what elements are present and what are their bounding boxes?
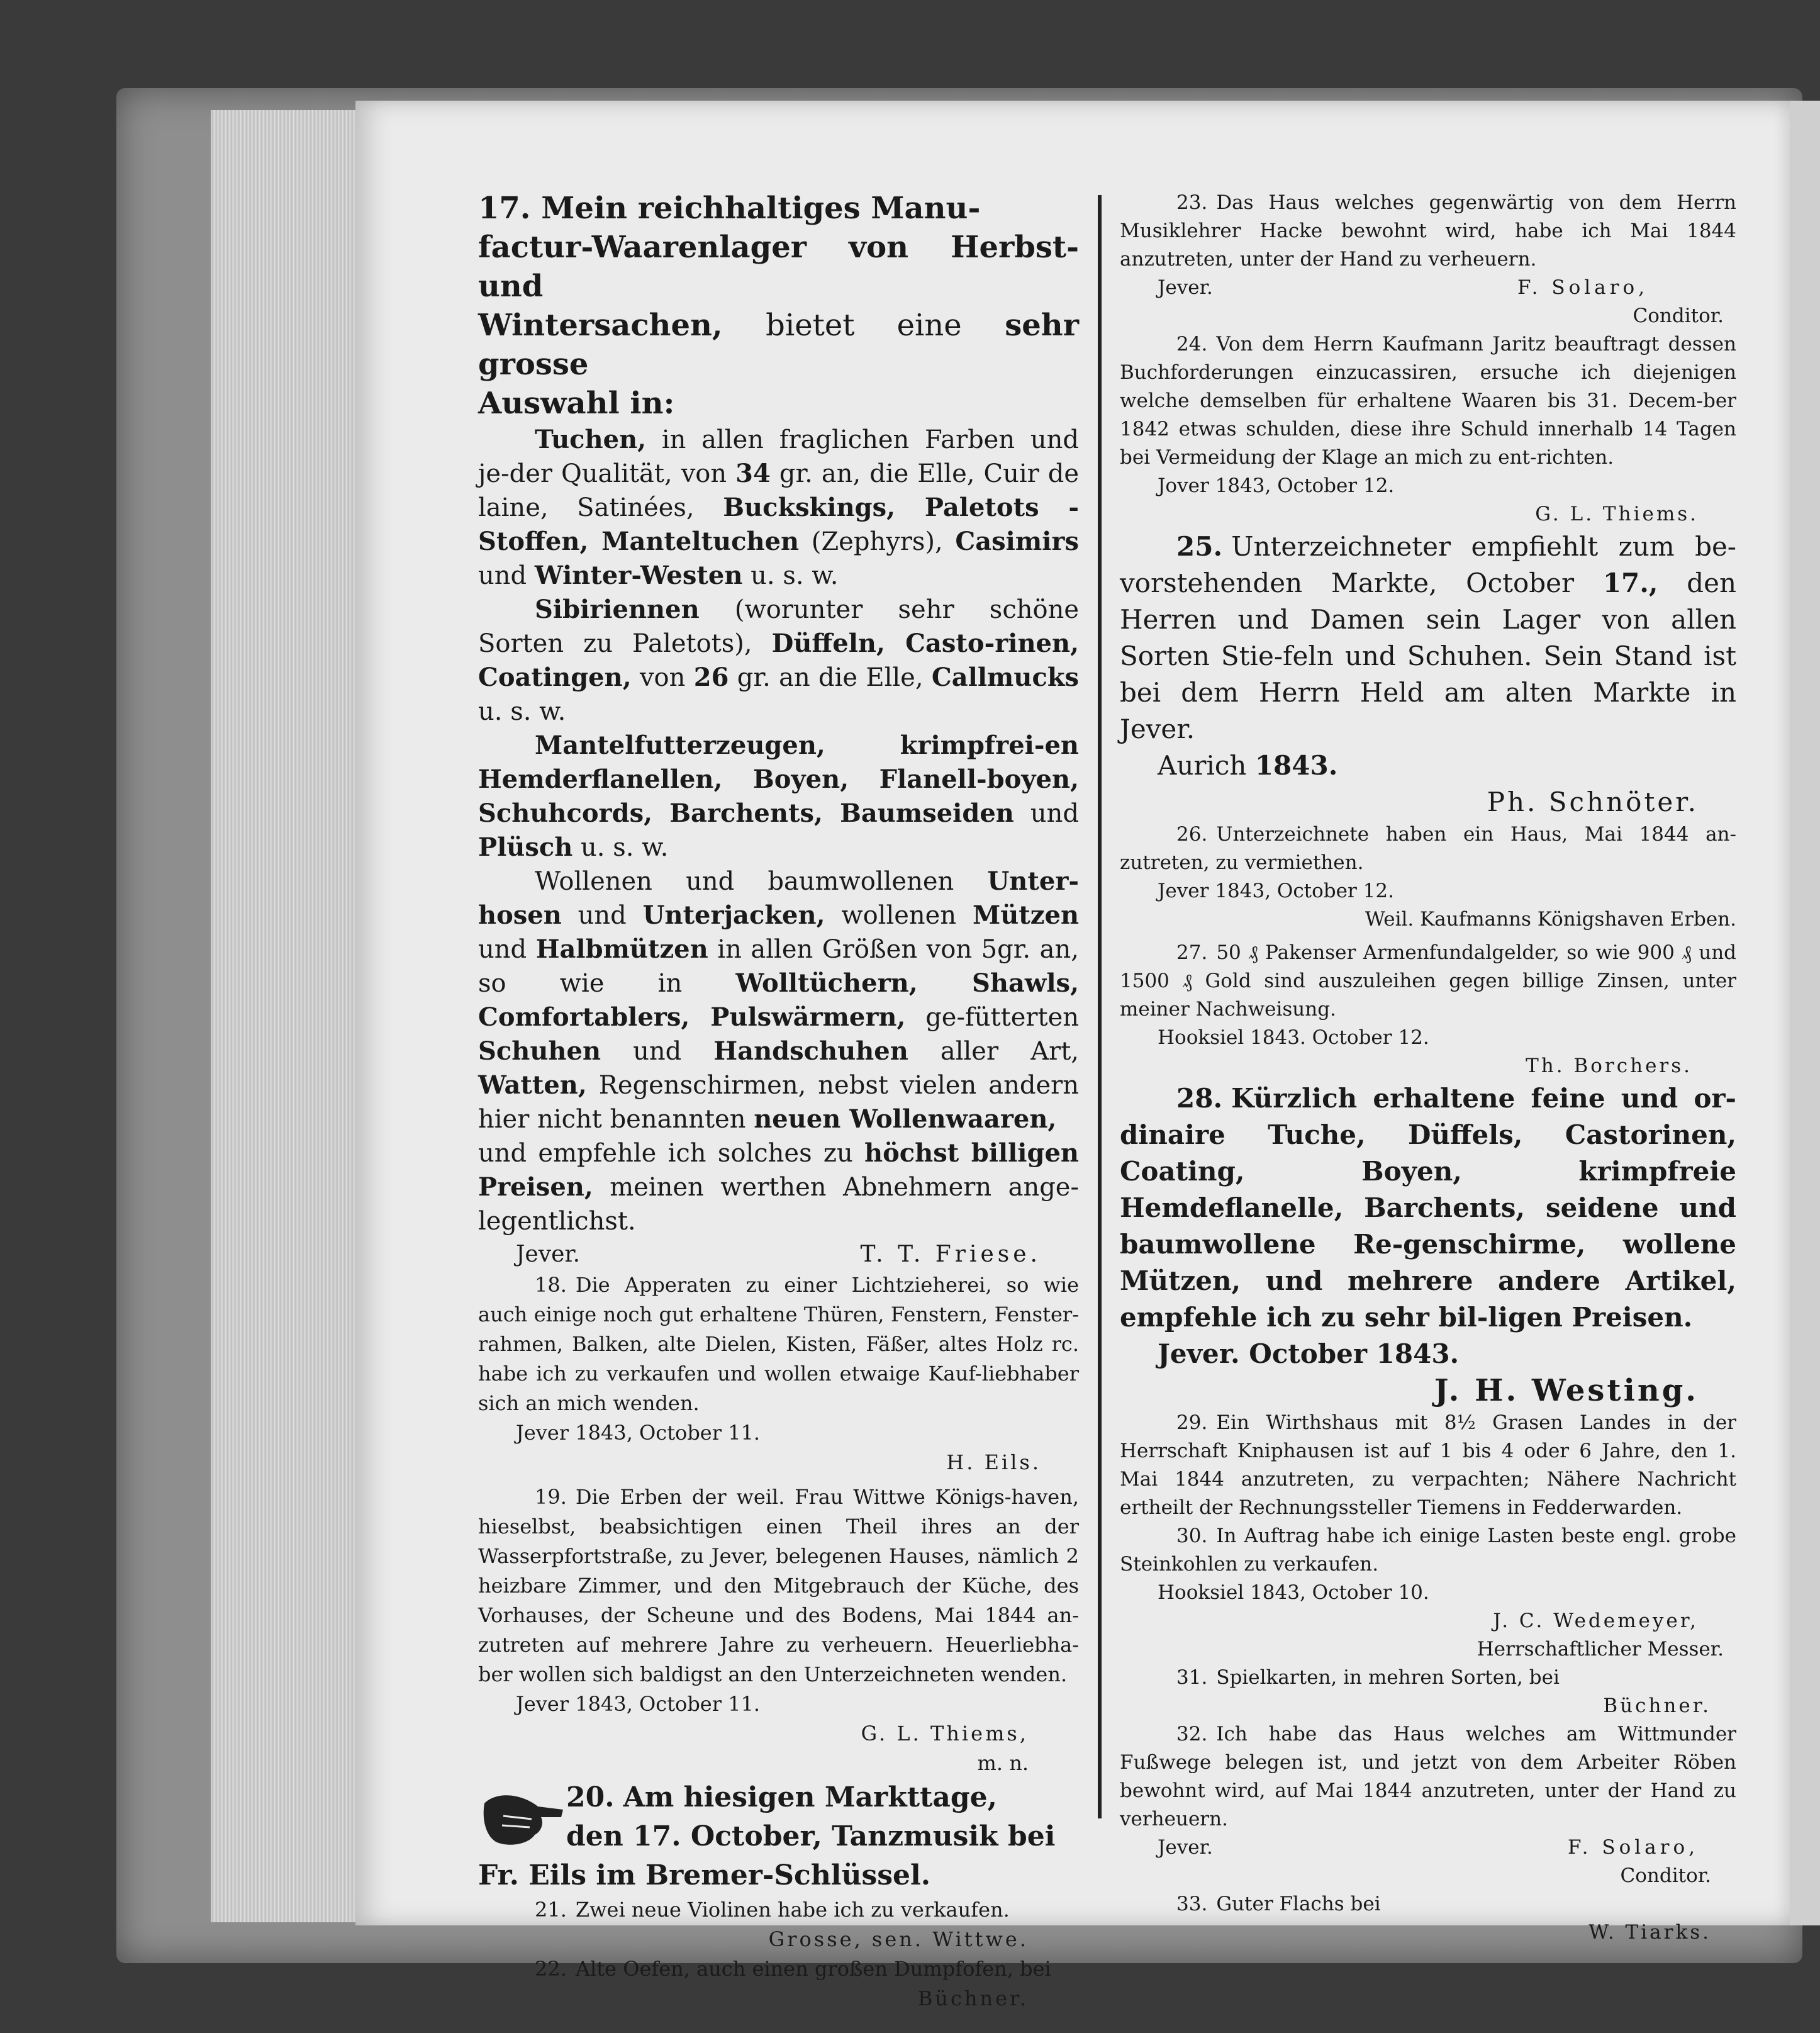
ad-32-number: 32. [1176, 1723, 1208, 1745]
ad-24-signature: G. L. Thiems. [1535, 503, 1699, 525]
ad-27-date: Hooksiel 1843. October 12. [1158, 1026, 1429, 1049]
ad-17-text: u. s. w. [581, 833, 669, 862]
ad-26-signature: Weil. Kaufmanns Königshaven Erben. [1365, 908, 1736, 931]
ad-23 [1120, 189, 1736, 330]
ad-17-line3a: Wintersachen, [478, 308, 723, 343]
ad-17-text: wollenen [841, 901, 957, 930]
ad-23-signature-title: Conditor. [1633, 305, 1724, 327]
ad-17-goods: Unterjacken, [642, 900, 825, 930]
ad-21-text: Zwei neue Violinen habe ich zu verkaufen. [575, 1898, 1010, 1922]
ad-23-text: Das Haus welches gegenwärtig von dem Herrn Musiklehrer Hacke bewohnt wird, habe ich Mai 1844 anzutreten, unter der Hand zu verheuern. [1120, 191, 1736, 271]
ad-29-text: Ein Wirthshaus mit 8½ Grasen Landes in der Herrschaft Kniphausen ist auf 1 bis 4 oder 6 Jahre, den 1. Mai 1844 anzutreten, zu verpachten; Nähere Nachricht ertheilt der Rechnungssteller Tiemens in Fedderwarden. [1120, 1411, 1736, 1519]
ad-32-signature: F. Solaro, [1567, 1836, 1699, 1859]
ad-25-year: 1843. [1254, 750, 1338, 781]
ad-29-number: 29. [1176, 1411, 1208, 1434]
ad-17-place: Jever. [516, 1241, 581, 1267]
ad-25-place: Aurich [1158, 750, 1247, 781]
ad-28 [1120, 1080, 1736, 1409]
ad-17-tuchen: Tuchen, [535, 425, 647, 454]
ad-24-number: 24. [1176, 333, 1208, 356]
ad-19-number: 19. [535, 1485, 567, 1509]
ad-17-goods: Sibiriennen [535, 595, 700, 624]
ad-33-number: 33. [1176, 1893, 1208, 1915]
ad-17-text: gr. an, die Elle, Cuir de laine, Satinées, [478, 459, 1080, 522]
ad-32-text: Ich habe das Haus welches am Wittmunder Fußwege belegen ist, und jetzt von dem Arbeiter Röben bewohnt wird, auf Mai 1844 anzutreten, unter der Hand zu verheuern. [1120, 1723, 1736, 1830]
ad-17-goods: Casimirs [955, 527, 1079, 556]
ad-17-price: 34 [735, 459, 771, 488]
ad-17-goods: Mantelfutterzeugen, krimpfrei-en Hemderflanellen, Boyen, Flanell-boyen, Schuhcords, Barchents, Baumseiden [478, 731, 1079, 828]
ad-17-text: in allen fraglichen Farben und je-der Qualität, von [478, 425, 1079, 488]
ad-27-number: 27. [1176, 941, 1208, 964]
ad-17-text: u. s. w. [751, 561, 839, 590]
ad-19-signature-note: m. n. [977, 1751, 1029, 1775]
ad-25-text: Unterzeichneter empfiehlt zum be-vorstehenden Markte, October [1120, 531, 1736, 598]
ad-17-goods: Winter-Westen [534, 561, 743, 590]
ad-19-signature: G. L. Thiems, [861, 1722, 1029, 1745]
left-column [478, 189, 1079, 2013]
ad-26 [1120, 820, 1736, 934]
ad-17-text: (Zephyrs), [811, 527, 943, 556]
ad-22 [478, 1954, 1079, 2013]
ad-22-signature: Büchner. [917, 1986, 1029, 2010]
ad-18-signature: H. Eils. [946, 1450, 1041, 1474]
ad-23-signature: F. Solaro, [1517, 276, 1648, 299]
ad-32-place: Jever. [1158, 1836, 1213, 1859]
ad-17-line4: Auswahl in: [478, 386, 675, 421]
ad-25 [1120, 529, 1736, 820]
ad-17-text: und empfehle ich solches zu [478, 1139, 853, 1168]
ad-17-text: und [478, 935, 527, 964]
ad-20-line3: Fr. Eils im Bremer-Schlüssel. [478, 1859, 931, 1891]
ad-17-text: meinen werthen Abnehmern ange-legentlichst. [478, 1173, 1079, 1236]
ad-17-number: 17. [478, 191, 531, 226]
ad-17-line3b: bietet eine [766, 308, 962, 343]
page-edges [211, 110, 358, 1922]
ad-27-text: 50 ₰ Pakenser Armenfundalgelder, so wie 900 ₰ und 1500 ₰ Gold sind auszuleihen gegen billige Zinsen, unter meiner Nachweisung. [1120, 941, 1736, 1021]
ad-17-text: ge-fütterten [925, 1003, 1079, 1032]
ad-26-date: Jever 1843, October 12. [1158, 880, 1394, 902]
ad-18-text: Die Apperaten zu einer Lichtzieherei, so wie auch einige noch gut erhaltene Thüren, Fenstern, Fenster-rahmen, Balken, alte Dielen, Kisten, Fäßer, altes Holz rc. habe ich zu verkaufen und wollen etwaige Kauf-liebhaber sich an mich wenden. [478, 1273, 1079, 1415]
ad-25-signature: Ph. Schnöter. [1487, 787, 1699, 817]
ad-17-goods: Watten, [478, 1070, 587, 1100]
ad-17-price: 26 [693, 663, 729, 692]
ad-17-signature: T. T. Friese. [860, 1241, 1041, 1267]
ad-23-place: Jever. [1158, 276, 1213, 299]
ad-31 [1120, 1664, 1736, 1720]
ad-30-date: Hooksiel 1843, October 10. [1158, 1581, 1429, 1604]
ad-32 [1120, 1720, 1736, 1890]
ad-17-text: (worunter sehr schöne Sorten zu Paletots), [478, 595, 1079, 658]
ad-27 [1120, 939, 1736, 1080]
ad-17-goods: Schuhen [478, 1036, 601, 1066]
ad-31-text: Spielkarten, in mehren Sorten, bei [1216, 1666, 1560, 1689]
ad-17-line2: factur-Waarenlager von Herbst- und [478, 230, 1079, 304]
ad-17-text: aller Art, [940, 1037, 1079, 1066]
ad-24-date: Jover 1843, October 12. [1158, 474, 1395, 497]
ad-17-goods: Plüsch [478, 832, 573, 862]
ad-20-number: 20. [566, 1781, 615, 1813]
ad-30-number: 30. [1176, 1525, 1208, 1547]
ad-17-text: und [478, 561, 527, 590]
ad-17 [478, 189, 1079, 1270]
ad-17-goods: Handschuhen [713, 1036, 908, 1066]
ad-17-goods: Unter-hosen [478, 866, 1079, 930]
ad-17-line1: Mein reichhaltiges Manu- [541, 191, 981, 226]
ad-17-goods: Wolltüchern, Shawls, Comfortablers, Pulswärmern, [478, 968, 1079, 1032]
ad-17-prices: höchst billigen Preisen, [478, 1138, 1079, 1202]
ad-20-line2: den 17. October, Tanzmusik bei [566, 1820, 1056, 1852]
ad-18 [478, 1270, 1079, 1477]
ad-17-text: und [1030, 799, 1079, 828]
ad-31-signature: Büchner. [1603, 1694, 1711, 1717]
ad-27-signature: Th. Borchers. [1526, 1055, 1692, 1077]
ad-25-number: 25. [1176, 531, 1223, 562]
ad-21-number: 21. [535, 1898, 567, 1922]
ad-26-number: 26. [1176, 823, 1208, 846]
ad-22-text: Alte Oefen, auch einen großen Dumpfofen, bei [575, 1957, 1051, 1981]
ad-24-text: Von dem Herrn Kaufmann Jaritz beauftragt dessen Buchforderungen einzucassiren, ersuche ich diejenigen welche demselben für erhaltene Waaren bis 31. Decem-ber 1842 etwas schulden, diese ihre Schuld innerhalb 14 Tagen bei Vermeidung der Klage an mich zu ent-richten. [1120, 333, 1736, 469]
ad-17-goods: Mützen [972, 900, 1080, 930]
ad-24 [1120, 330, 1736, 529]
ad-17-text: Wollenen und baumwollenen [535, 867, 954, 896]
right-column [1120, 189, 1736, 1947]
ad-17-goods: Callmucks [931, 663, 1080, 692]
ad-30-signature-title: Herrschaftlicher Messer. [1477, 1638, 1724, 1661]
ad-21 [478, 1895, 1079, 1954]
ad-17-text: in allen Größen von 5gr. an, so wie in [478, 935, 1080, 998]
ad-17-text: Regenschirmen, nebst vielen andern hier nicht benannten [478, 1071, 1079, 1134]
ad-28-date: Jever. October 1843. [1158, 1338, 1460, 1369]
ad-23-number: 23. [1176, 191, 1208, 214]
pointing-hand-icon [478, 1784, 566, 1854]
ad-20 [478, 1778, 1079, 1895]
ad-19-date: Jever 1843, October 11. [516, 1692, 761, 1716]
ad-28-number: 28. [1176, 1083, 1223, 1114]
ad-33-signature: W. Tiarks. [1588, 1921, 1711, 1944]
ad-17-text: und [633, 1037, 682, 1066]
ad-21-signature: Grosse, sen. Wittwe. [768, 1927, 1029, 1951]
ad-17-text: und [578, 901, 627, 930]
ad-19 [478, 1482, 1079, 1778]
ad-17-goods: neuen Wollenwaaren, [754, 1104, 1057, 1134]
ad-30-signature: J. C. Wedemeyer, [1493, 1610, 1699, 1632]
ad-17-text: gr. an die Elle, [737, 663, 924, 692]
ad-28-signature: J. H. Westing. [1434, 1373, 1699, 1408]
ad-25-text2: den Herren und Damen sein Lager von allen Sorten Stie-feln und Schuhen. Sein Stand ist bei dem Herrn Held am alten Markte in Jever. [1120, 568, 1737, 744]
ad-20-line1: Am hiesigen Markttage, [623, 1781, 997, 1813]
ad-31-number: 31. [1176, 1666, 1208, 1689]
ad-18-number: 18. [535, 1273, 567, 1297]
ad-18-date: Jever 1843, October 11. [516, 1421, 761, 1445]
ad-32-signature-title: Conditor. [1620, 1864, 1711, 1887]
ad-33-text: Guter Flachs bei [1216, 1893, 1381, 1915]
ad-30 [1120, 1522, 1736, 1664]
ad-25-date-number: 17., [1602, 568, 1658, 598]
ad-17-goods: Halbmützen [535, 934, 708, 964]
ad-29 [1120, 1409, 1736, 1522]
ad-26-text: Unterzeichnete haben ein Haus, Mai 1844 an-zutreten, zu vermiethen. [1120, 823, 1736, 874]
ad-17-line3c: sehr grosse [478, 308, 1079, 382]
ad-17-goods: Buckskings, Paletots - Stoffen, Manteltuchen [478, 493, 1079, 556]
ad-17-text: u. s. w. [478, 697, 566, 726]
next-page-edge [1790, 101, 1820, 1925]
ad-28-text: Kürzlich erhaltene feine und or-dinaire Tuche, Düffels, Castorinen, Coating, Boyen, krimpfreie Hemdeflanelle, Barchents, seidene und baumwollene Re-genschirme, wollene Mützen, und mehrere andere Artikel, empfehle ich zu sehr bil-ligen Preisen. [1120, 1083, 1736, 1333]
ad-33 [1120, 1890, 1736, 1947]
ad-22-number: 22. [535, 1957, 567, 1981]
ad-17-text: von [639, 663, 686, 692]
ad-17-goods: Düffeln, Casto-rinen, Coatingen, [478, 629, 1079, 692]
column-rule [1098, 195, 1102, 1818]
ad-19-text: Die Erben der weil. Frau Wittwe Königs-haven, hieselbst, beabsichtigen einen Theil ihres an der Wasserpfortstraße, zu Jever, belegenen Hauses, nämlich 2 heizbare Zimmer, und den Mitgebrauch der Küche, des Vorhauses, der Scheune und des Bodens, Mai 1844 an-zutreten auf mehrere Jahre zu verheuern. Heuerliebha-ber wollen sich baldigst an den Unterzeichneten wenden. [478, 1485, 1079, 1686]
ad-30-text: In Auftrag habe ich einige Lasten beste engl. grobe Steinkohlen zu verkaufen. [1120, 1525, 1736, 1576]
